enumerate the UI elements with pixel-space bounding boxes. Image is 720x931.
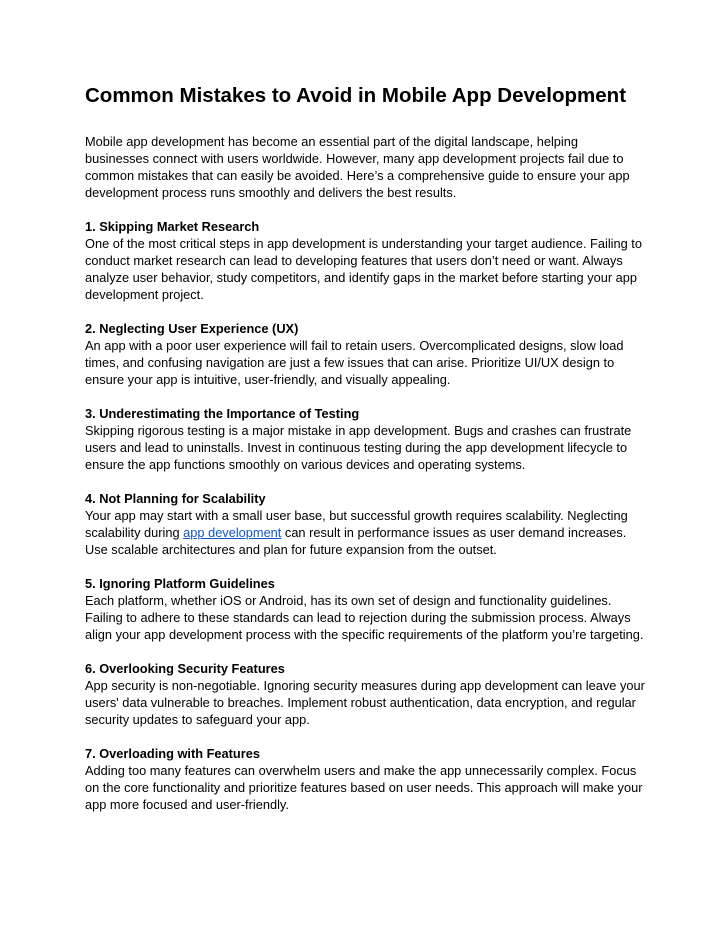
section-heading: 2. Neglecting User Experience (UX) [85,321,299,336]
intro-paragraph: Mobile app development has become an essential part of the digital landscape, helping businesses connect with users worldwide. However, many app development projects fail due to common mistakes that can easily be avoided. Here’s a comprehensive guide to ensure your app development process runs smoothly and delivers the best results. [85,134,630,200]
section-body: Adding too many features can overwhelm users and make the app unnecessarily complex. Focus on the core functionality and prioritize features based on user needs. This approach will make your app more focused and user-friendly. [85,763,643,812]
section-user-experience [85,320,645,388]
section-body: Skipping rigorous testing is a major mistake in app development. Bugs and crashes can frustrate users and lead to uninstalls. Invest in continuous testing during the app development lifecycle to ensure the app functions smoothly on various devices and operating systems. [85,423,632,472]
section-heading: 6. Overlooking Security Features [85,661,285,676]
section-body [85,507,645,558]
document-title: Common Mistakes to Avoid in Mobile App Development [85,84,627,107]
section-market-research [85,218,645,303]
section-heading: 4. Not Planning for Scalability [85,491,266,506]
document-page [85,82,645,830]
section-testing [85,405,645,473]
section-platform-guidelines [85,575,645,643]
section-feature-overload [85,745,645,813]
section-body-text: can result in performance issues as user demand increases. Use scalable architectures and plan for future expansion from the outset. [85,525,627,557]
section-heading: 1. Skipping Market Research [85,219,260,234]
section-heading: 5. Ignoring Platform Guidelines [85,576,275,591]
section-body: An app with a poor user experience will fail to retain users. Overcomplicated designs, slow load times, and confusing navigation are just a few issues that can arise. Prioritize UI/UX design to ensure your app is intuitive, user-friendly, and visually appealing. [85,338,624,387]
section-body: App security is non-negotiable. Ignoring security measures during app development can leave your users' data vulnerable to breaches. Implement robust authentication, data encryption, and regular security updates to safeguard your app. [85,678,645,727]
section-heading: 3. Underestimating the Importance of Testing [85,406,360,421]
section-body: Each platform, whether iOS or Android, has its own set of design and functionality guidelines. Failing to adhere to these standards can lead to rejection during the submission process. Always align your app development process with the specific requirements of the platform you’re targeting. [85,593,644,642]
section-scalability [85,490,645,558]
section-body: One of the most critical steps in app development is understanding your target audience. Failing to conduct market research can lead to developing features that users don’t need or want. Always analyze user behavior, study competitors, and identify gaps in the market before starting your app development project. [85,236,642,302]
section-body-text: Your app may start with a small user base, but successful growth requires scalability. Neglecting scalability during [85,508,628,540]
section-security [85,660,645,728]
section-heading: 7. Overloading with Features [85,746,260,761]
app-development-link[interactable]: app development [183,525,282,540]
